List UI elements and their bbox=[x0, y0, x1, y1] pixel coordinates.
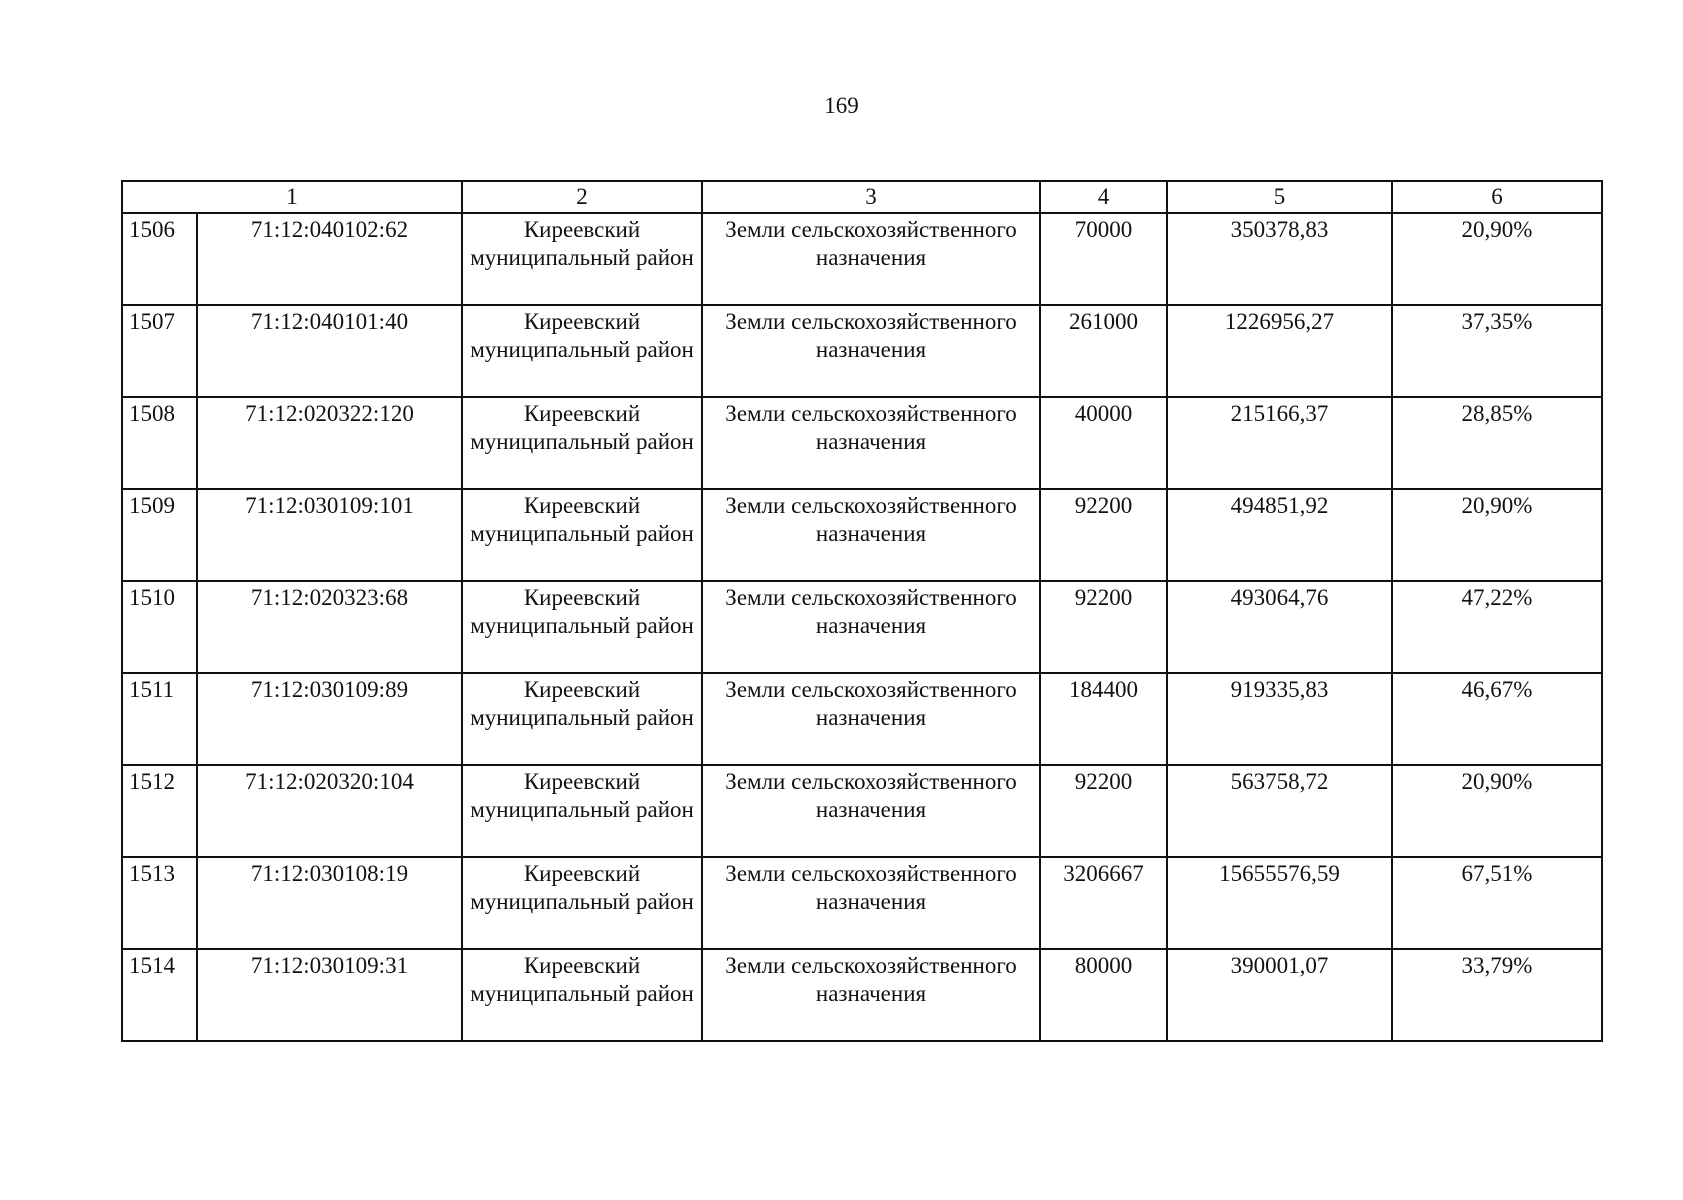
row-number: 1509 bbox=[122, 489, 197, 581]
district: Киреевский муниципальный район bbox=[462, 765, 702, 857]
area: 40000 bbox=[1040, 397, 1167, 489]
header-cell-1: 1 bbox=[122, 181, 462, 213]
land-category: Земли сельскохозяйственного назначения bbox=[702, 765, 1040, 857]
row-number: 1507 bbox=[122, 305, 197, 397]
area: 92200 bbox=[1040, 765, 1167, 857]
cadastral-number: 71:12:020320:104 bbox=[197, 765, 462, 857]
land-category: Земли сельскохозяйственного назначения bbox=[702, 581, 1040, 673]
table-row bbox=[122, 213, 1602, 305]
row-number: 1506 bbox=[122, 213, 197, 305]
cadastral-value: 15655576,59 bbox=[1167, 857, 1392, 949]
header-cell-2: 2 bbox=[462, 181, 702, 213]
table-body bbox=[122, 213, 1602, 1041]
cadastral-value: 563758,72 bbox=[1167, 765, 1392, 857]
cadastral-number: 71:12:030109:89 bbox=[197, 673, 462, 765]
cadastral-number: 71:12:020323:68 bbox=[197, 581, 462, 673]
percent: 46,67% bbox=[1392, 673, 1602, 765]
table-row bbox=[122, 949, 1602, 1041]
cadastral-value: 390001,07 bbox=[1167, 949, 1392, 1041]
district: Киреевский муниципальный район bbox=[462, 213, 702, 305]
cadastral-number: 71:12:040101:40 bbox=[197, 305, 462, 397]
table-row bbox=[122, 765, 1602, 857]
row-number: 1510 bbox=[122, 581, 197, 673]
area: 80000 bbox=[1040, 949, 1167, 1041]
land-category: Земли сельскохозяйственного назначения bbox=[702, 213, 1040, 305]
land-plots-table bbox=[121, 180, 1603, 1042]
land-category: Земли сельскохозяйственного назначения bbox=[702, 857, 1040, 949]
land-category: Земли сельскохозяйственного назначения bbox=[702, 949, 1040, 1041]
district: Киреевский муниципальный район bbox=[462, 673, 702, 765]
table-row bbox=[122, 857, 1602, 949]
area: 3206667 bbox=[1040, 857, 1167, 949]
row-number: 1514 bbox=[122, 949, 197, 1041]
percent: 47,22% bbox=[1392, 581, 1602, 673]
percent: 28,85% bbox=[1392, 397, 1602, 489]
row-number: 1511 bbox=[122, 673, 197, 765]
cadastral-number: 71:12:040102:62 bbox=[197, 213, 462, 305]
cadastral-value: 1226956,27 bbox=[1167, 305, 1392, 397]
cadastral-value: 919335,83 bbox=[1167, 673, 1392, 765]
header-cell-6: 6 bbox=[1392, 181, 1602, 213]
header-row bbox=[122, 181, 1602, 213]
table-row bbox=[122, 397, 1602, 489]
cadastral-value: 215166,37 bbox=[1167, 397, 1392, 489]
row-number: 1512 bbox=[122, 765, 197, 857]
header-cell-5: 5 bbox=[1167, 181, 1392, 213]
cadastral-number: 71:12:030109:31 bbox=[197, 949, 462, 1041]
district: Киреевский муниципальный район bbox=[462, 857, 702, 949]
cadastral-value: 494851,92 bbox=[1167, 489, 1392, 581]
area: 92200 bbox=[1040, 489, 1167, 581]
header-cell-4: 4 bbox=[1040, 181, 1167, 213]
cadastral-value: 493064,76 bbox=[1167, 581, 1392, 673]
land-category: Земли сельскохозяйственного назначения bbox=[702, 305, 1040, 397]
land-category: Земли сельскохозяйственного назначения bbox=[702, 397, 1040, 489]
area: 184400 bbox=[1040, 673, 1167, 765]
percent: 20,90% bbox=[1392, 489, 1602, 581]
page-number: 169 bbox=[824, 93, 859, 118]
area: 92200 bbox=[1040, 581, 1167, 673]
district: Киреевский муниципальный район bbox=[462, 397, 702, 489]
area: 70000 bbox=[1040, 213, 1167, 305]
district: Киреевский муниципальный район bbox=[462, 489, 702, 581]
percent: 20,90% bbox=[1392, 765, 1602, 857]
district: Киреевский муниципальный район bbox=[462, 949, 702, 1041]
district: Киреевский муниципальный район bbox=[462, 581, 702, 673]
table-row bbox=[122, 489, 1602, 581]
cadastral-number: 71:12:030109:101 bbox=[197, 489, 462, 581]
district: Киреевский муниципальный район bbox=[462, 305, 702, 397]
cadastral-number: 71:12:030108:19 bbox=[197, 857, 462, 949]
percent: 33,79% bbox=[1392, 949, 1602, 1041]
percent: 20,90% bbox=[1392, 213, 1602, 305]
area: 261000 bbox=[1040, 305, 1167, 397]
header-cell-3: 3 bbox=[702, 181, 1040, 213]
table-row bbox=[122, 581, 1602, 673]
row-number: 1513 bbox=[122, 857, 197, 949]
table-row bbox=[122, 305, 1602, 397]
cadastral-number: 71:12:020322:120 bbox=[197, 397, 462, 489]
land-category: Земли сельскохозяйственного назначения bbox=[702, 673, 1040, 765]
percent: 67,51% bbox=[1392, 857, 1602, 949]
row-number: 1508 bbox=[122, 397, 197, 489]
cadastral-value: 350378,83 bbox=[1167, 213, 1392, 305]
percent: 37,35% bbox=[1392, 305, 1602, 397]
land-category: Земли сельскохозяйственного назначения bbox=[702, 489, 1040, 581]
table-row bbox=[122, 673, 1602, 765]
